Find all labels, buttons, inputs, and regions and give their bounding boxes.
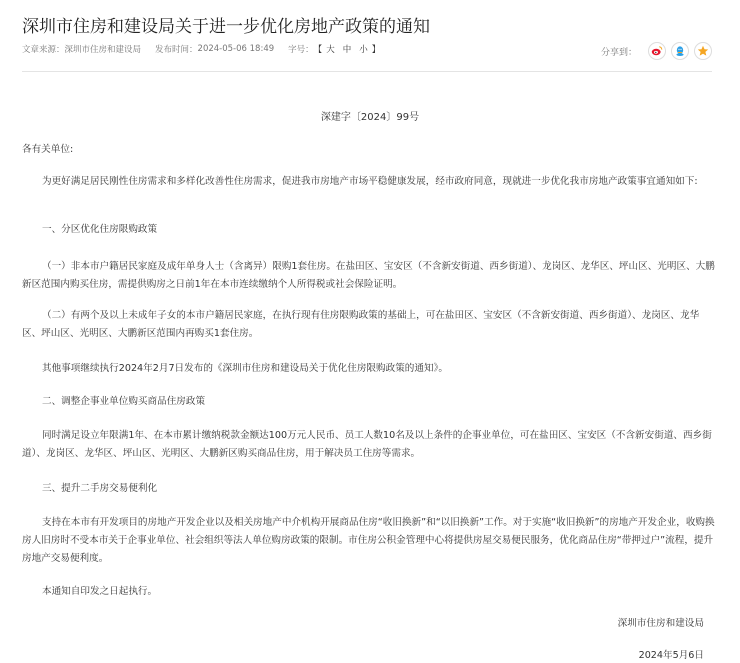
published-value: 2024-05-06 18:49 bbox=[197, 44, 275, 54]
section1-heading: 一、分区优化住房限购政策 bbox=[42, 224, 158, 235]
source-label: 文章来源： bbox=[22, 45, 65, 55]
qq-icon bbox=[674, 45, 686, 57]
section2-heading: 二、调整企事业单位购买商品住房政策 bbox=[42, 396, 206, 407]
document-number: 深建字〔2024〕99号 bbox=[320, 112, 420, 123]
article-title: 深圳市住房和建设局关于进一步优化房地产政策的通知 bbox=[22, 17, 430, 37]
section1-item2: （二）有两个及以上未成年子女的本市户籍居民家庭，在执行现有住房限购政策的基础上，可在盐田区、宝安区（不含新安街道、西乡街道）、龙岗区、龙华区、坪山区、光明区、大鹏新区范围内再购买1套住房。 bbox=[22, 310, 700, 339]
fontsize-bracket-close: 】 bbox=[371, 45, 381, 55]
effective-statement: 本通知自印发之日起执行。 bbox=[42, 586, 158, 597]
fontsize-control bbox=[314, 43, 381, 55]
share-bar bbox=[601, 42, 712, 60]
fontsize-medium-button[interactable]: 中 bbox=[342, 45, 352, 55]
published-label: 发布时间： bbox=[155, 45, 198, 55]
intro-paragraph: 为更好满足居民刚性住房需求和多样化改善性住房需求，促进我市房地产市场平稳健康发展，经市政府同意，现就进一步优化我市房地产政策事宜通知如下: bbox=[42, 176, 698, 187]
signature: 深圳市住房和建设局 bbox=[617, 618, 704, 629]
share-label: 分享到： bbox=[600, 47, 637, 58]
qzone-icon bbox=[697, 45, 709, 57]
fontsize-bracket-open: 【 bbox=[313, 45, 323, 55]
qzone-share-button[interactable] bbox=[694, 42, 712, 60]
salutation: 各有关单位: bbox=[22, 144, 74, 155]
source-value: 深圳市住房和建设局 bbox=[64, 45, 142, 55]
weibo-share-button[interactable] bbox=[648, 42, 666, 60]
article-meta bbox=[22, 43, 380, 55]
section2-body: 同时满足设立年限满1年、在本市累计缴纳税款金额达100万元人民币、员工人数10名及以上条件的企事业单位，可在盐田区、宝安区（不含新安街道、西乡街道）、龙岗区、龙华区、坪山区、光明区、大鹏新区购买商品住房，用于解决员工住房等需求。 bbox=[22, 430, 712, 459]
qq-share-button[interactable] bbox=[671, 42, 689, 60]
weibo-icon bbox=[651, 45, 663, 57]
section3-body: 支持在本市有开发项目的房地产开发企业以及相关房地产中介机构开展商品住房“收旧换新”和“以旧换新”工作。对于实施“收旧换新”的房地产开发企业，收购换房人旧房时不受本市关于企事业单位、社会组织等法人单位购房政策的限制。市住房公积金管理中心将提供房屋交易便民服务，优化商品住房“带押过户”流程，提升房地产交易便利度。 bbox=[22, 517, 715, 564]
issue-date: 2024年5月6日 bbox=[638, 650, 704, 661]
fontsize-small-button[interactable]: 小 bbox=[359, 45, 368, 55]
section1-item1: （一）非本市户籍居民家庭及成年单身人士（含离异）限购1套住房。在盐田区、宝安区（不含新安街道、西乡街道）、龙岗区、龙华区、坪山区、光明区、大鹏新区范围内购买住房，需提供购房之日前1年在本市连续缴纳个人所得税或社会保险证明。 bbox=[22, 261, 715, 290]
title-divider bbox=[22, 71, 712, 72]
section3-heading: 三、提升二手房交易便利化 bbox=[42, 483, 158, 494]
fontsize-large-button[interactable]: 大 bbox=[326, 45, 335, 55]
section1-other: 其他事项继续执行2024年2月7日发布的《深圳市住房和建设局关于优化住房限购政策的通知》。 bbox=[42, 363, 448, 374]
fontsize-label: 字号： bbox=[288, 45, 314, 55]
